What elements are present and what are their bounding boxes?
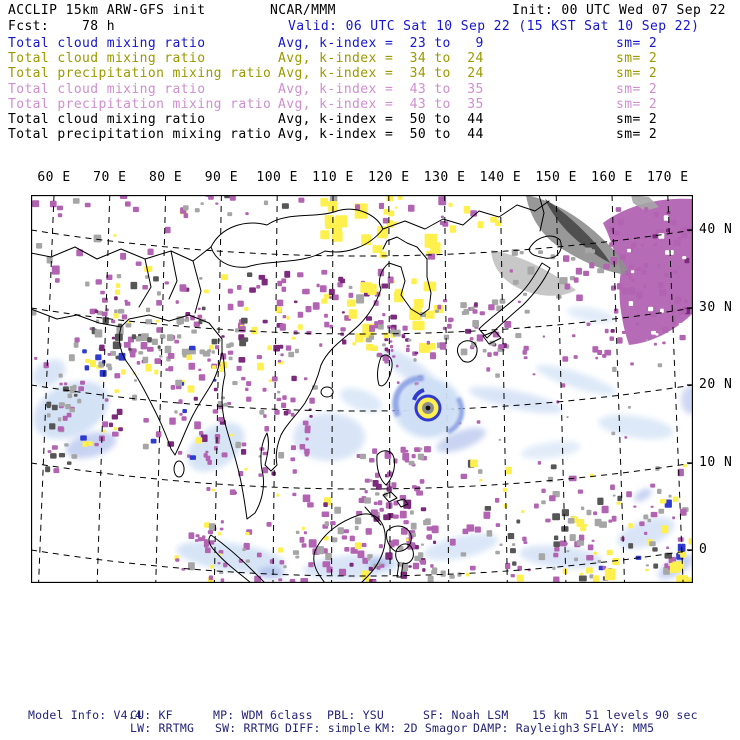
legend-kindex: Avg, k-index = 34 to 24 — [278, 66, 484, 82]
footer-lw: LW: RRTMG — [130, 721, 195, 735]
speckle-region — [586, 547, 693, 583]
legend-sm: sm= 2 — [616, 81, 658, 97]
footer-damp: DAMP: Rayleigh3 — [473, 721, 580, 735]
coastline — [321, 387, 333, 397]
legend-kindex: Avg, k-index = 50 to 44 — [278, 127, 484, 143]
legend-sm: sm= 2 — [616, 66, 658, 82]
legend-label: Total precipitation mixing ratio — [8, 66, 272, 82]
footer-model-info: Model Info: V4.4 — [28, 708, 142, 722]
lon-label: 80 E — [148, 170, 183, 185]
legend-label: Total cloud mixing ratio — [8, 81, 206, 97]
lat-label: 10 N — [699, 455, 733, 470]
legend-kindex: Avg, k-index = 34 to 24 — [278, 51, 484, 67]
legend-label: Total cloud mixing ratio — [8, 36, 206, 51]
lon-label: 150 E — [535, 170, 578, 185]
center-name: NCAR/MMM — [270, 3, 336, 18]
lon-label: 140 E — [479, 170, 522, 185]
model-title: ACCLIP 15km ARW-GFS init — [8, 3, 206, 18]
footer-sflay: SFLAY: MM5 — [583, 721, 655, 735]
legend-kindex: Avg, k-index = 23 to 9 — [278, 36, 484, 51]
legend-kindex: Avg, k-index = 50 to 44 — [278, 112, 484, 127]
lon-label: 120 E — [367, 170, 410, 185]
lon-label: 60 E — [37, 170, 71, 185]
legend-kindex: Avg, k-index = 43 to 35 — [278, 81, 484, 97]
legend-label: Total precipitation mixing ratio — [8, 96, 272, 112]
footer-sw: SW: RRTMG — [215, 721, 280, 735]
legend-sm: sm= 2 — [616, 96, 658, 112]
coastline — [174, 461, 184, 477]
legend-label: Total cloud mixing ratio — [8, 112, 206, 127]
lon-label: 100 E — [256, 170, 299, 185]
legend-label: Total precipitation mixing ratio — [8, 127, 272, 143]
legend-label: Total cloud mixing ratio — [8, 51, 206, 67]
speckle-region — [320, 196, 456, 259]
lat-label: 20 N — [699, 377, 733, 392]
init-time: Init: 00 UTC Wed 07 Sep 22 — [512, 3, 726, 18]
map-canvas — [31, 195, 693, 583]
footer-mp: MP: WDM 6class — [213, 708, 313, 722]
footer-timestep: 90 sec — [655, 708, 698, 722]
legend-sm: sm= 2 — [616, 36, 658, 51]
speckle-region — [435, 299, 531, 359]
lon-label: 170 E — [646, 170, 689, 185]
lat-label: 30 N — [699, 300, 733, 315]
footer-pbl: PBL: YSU — [327, 708, 384, 722]
footer-resolution: 15 km — [532, 708, 568, 722]
lat-label: 0 — [699, 542, 708, 557]
lat-label: 40 N — [699, 222, 733, 237]
lon-label: 130 E — [423, 170, 466, 185]
footer-sf: SF: Noah LSM — [423, 708, 509, 722]
footer-km: KM: 2D Smagor — [375, 721, 468, 735]
valid-time: Valid: 06 UTC Sat 10 Sep 22 (15 KST Sat 10 Sep 22) — [288, 19, 700, 34]
forecast-hour: Fcst: 78 h — [8, 19, 115, 34]
legend-sm: sm= 2 — [616, 127, 658, 143]
coastline — [383, 237, 431, 315]
legend-sm: sm= 2 — [616, 112, 658, 127]
lon-label: 160 E — [591, 170, 633, 185]
footer-diff: DIFF: simple — [285, 721, 371, 735]
legend-sm: sm= 2 — [616, 51, 658, 67]
lon-label: 70 E — [93, 170, 127, 185]
coastline — [383, 201, 549, 229]
footer-cu: CU: KF — [130, 708, 173, 722]
lon-label: 90 E — [204, 170, 239, 185]
footer-levels: 51 levels — [585, 708, 650, 722]
coastline — [121, 315, 222, 352]
lon-label: 110 E — [312, 170, 354, 185]
legend-kindex: Avg, k-index = 43 to 35 — [278, 96, 484, 112]
